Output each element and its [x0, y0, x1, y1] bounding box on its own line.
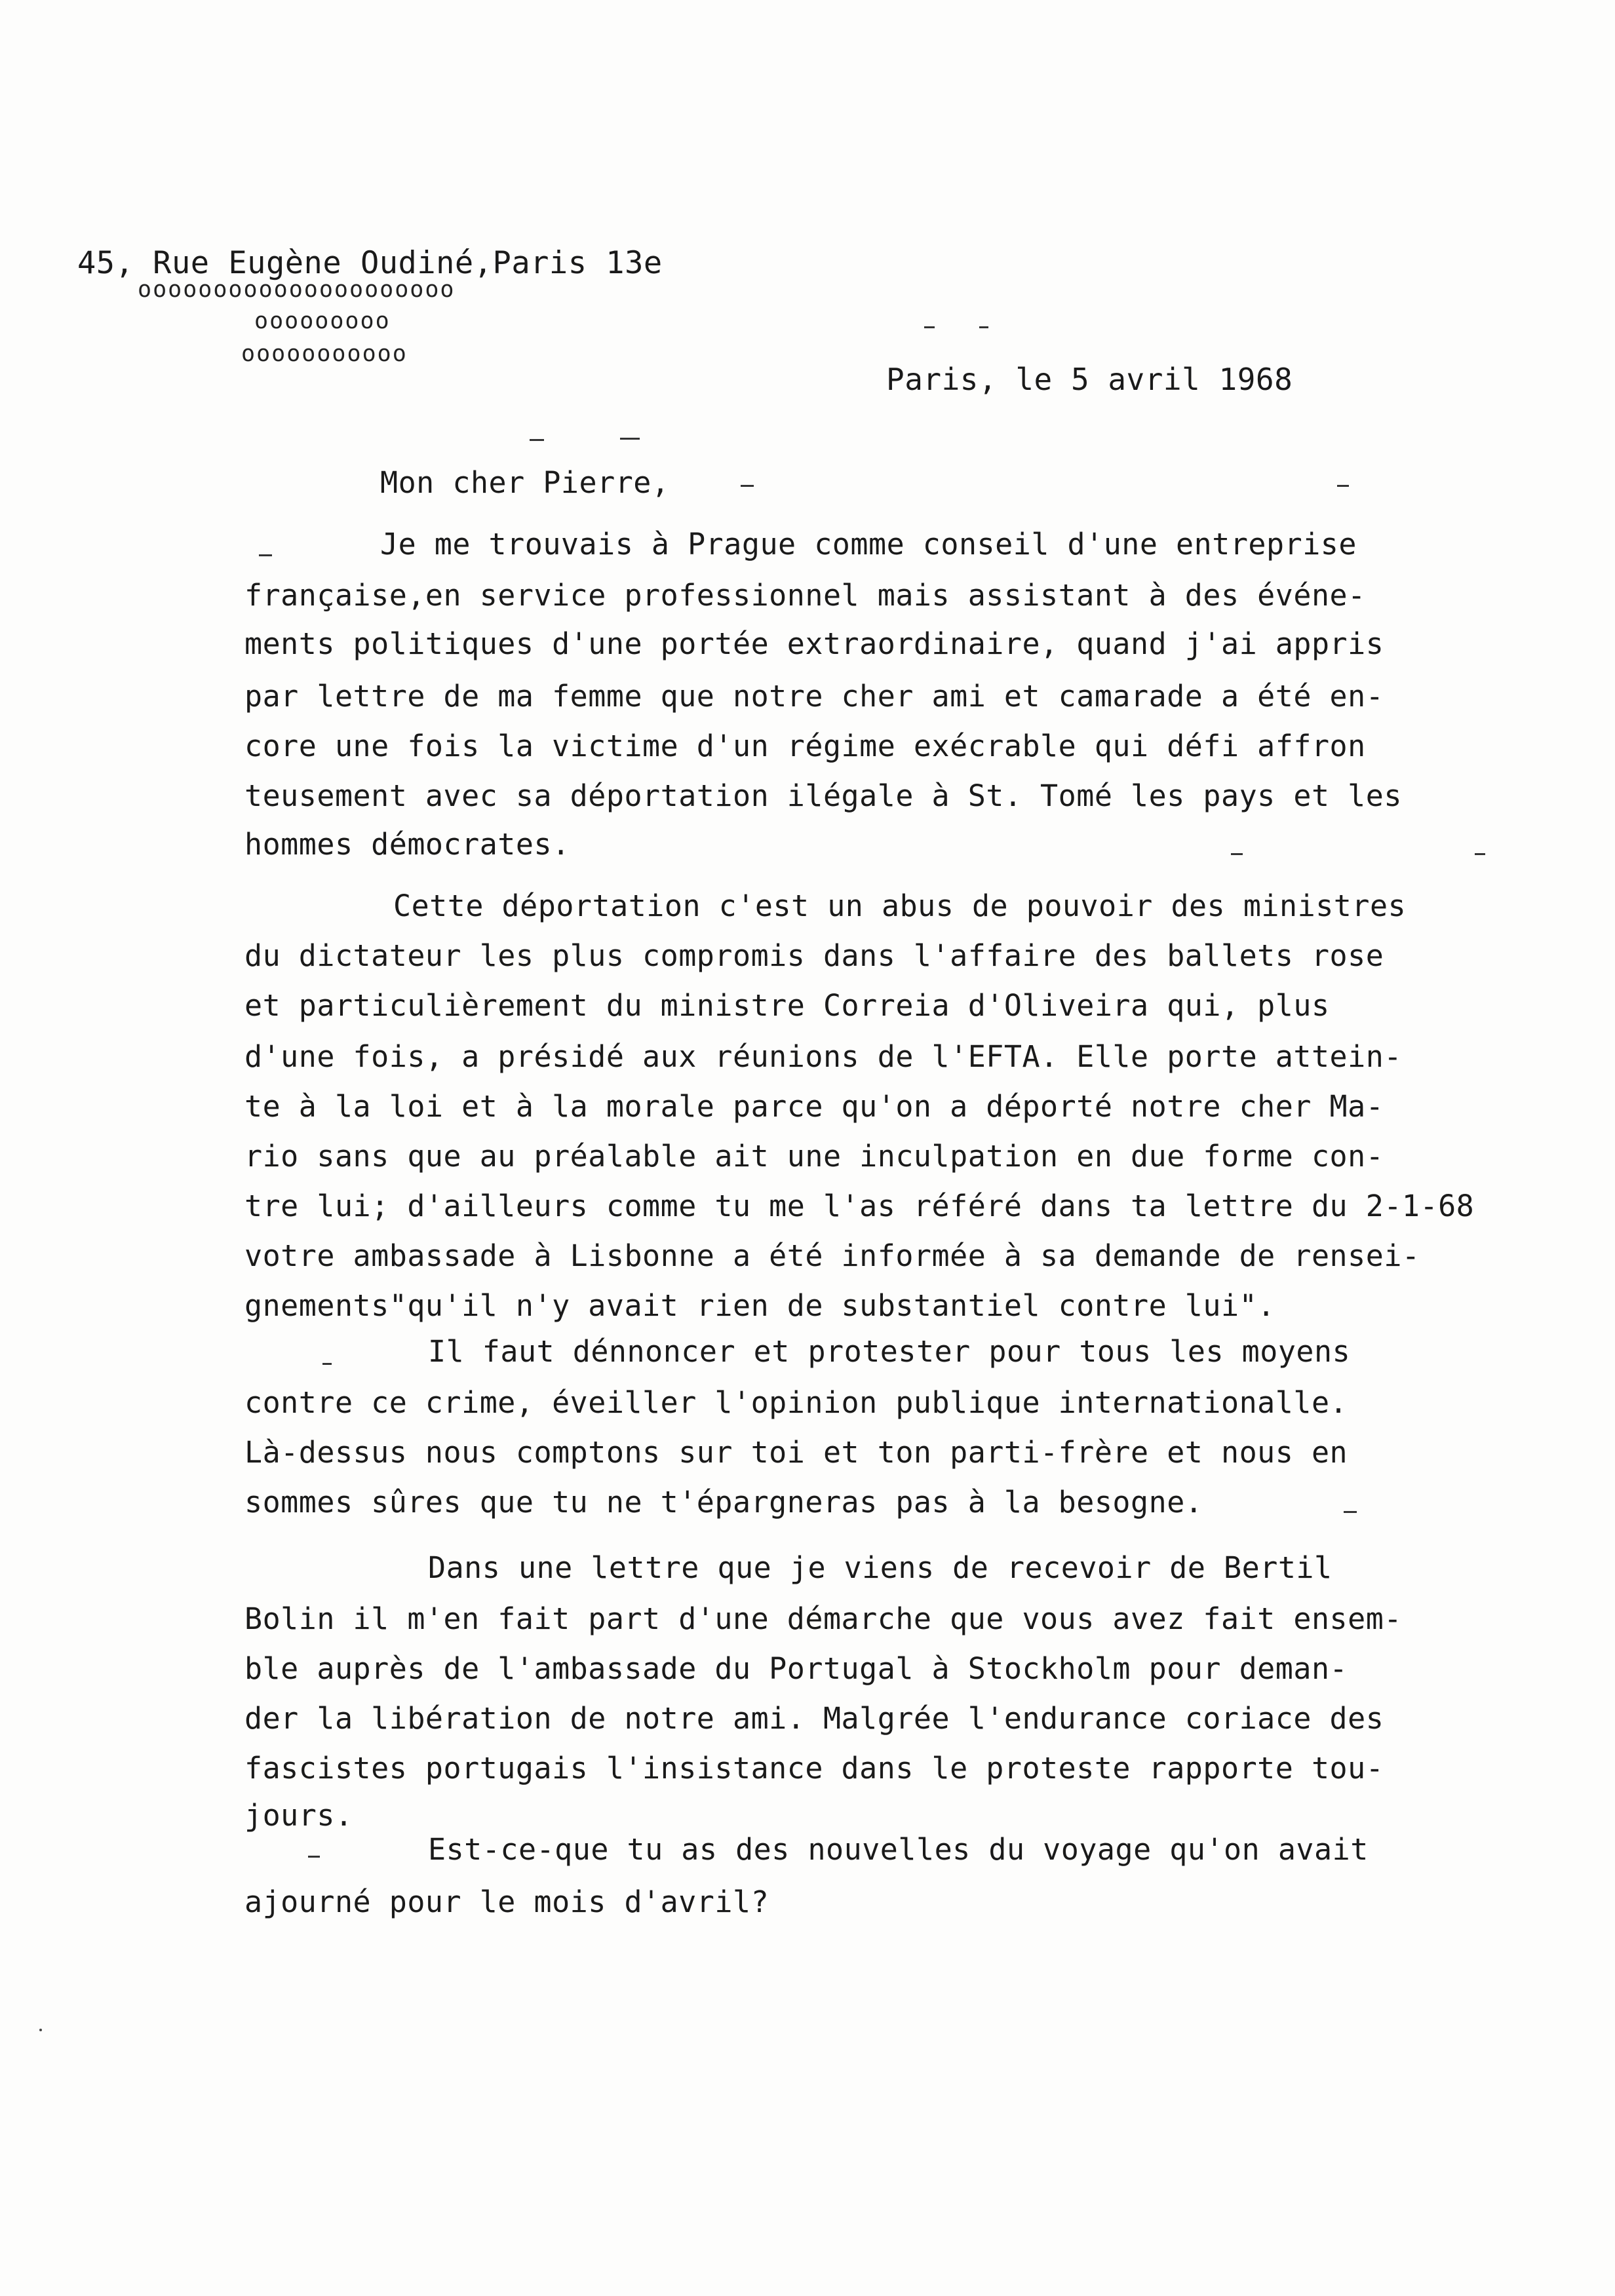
stray-mark	[924, 326, 935, 328]
stray-mark	[530, 439, 544, 441]
body-line-18: contre ce crime, éveiller l'opinion publique internationalle.	[244, 1385, 1348, 1420]
body-line-9: du dictateur les plus compromis dans l'affaire des ballets rose	[244, 938, 1384, 973]
stray-mark	[741, 485, 754, 487]
letter-date: Paris, le 5 avril 1968	[886, 362, 1293, 397]
body-line-27: Est-ce-que tu as des nouvelles du voyage qu'on avait	[428, 1832, 1369, 1867]
body-line-15: votre ambassade à Lisbonne a été informée à sa demande de rensei-	[244, 1238, 1420, 1273]
body-line-1: Je me trouvais à Prague comme conseil d'une entreprise	[380, 527, 1357, 562]
body-line-12: te à la loi et à la morale parce qu'on a déporté notre cher Ma-	[244, 1089, 1384, 1124]
body-line-19: Là-dessus nous comptons sur toi et ton parti-frère et nous en	[244, 1435, 1348, 1470]
body-line-24: der la libération de notre ami. Malgrée l'endurance coriace des	[244, 1701, 1384, 1736]
body-line-4: par lettre de ma femme que notre cher ami et camarade a été en-	[244, 679, 1384, 714]
body-line-20: sommes sûres que tu ne t'épargneras pas à la besogne.	[244, 1485, 1203, 1520]
body-line-17: Il faut dénnoncer et protester pour tous les moyens	[428, 1334, 1351, 1369]
stray-mark	[1344, 1511, 1357, 1513]
address-placeholder-line-2: ooooooooo	[254, 308, 391, 334]
stray-mark	[620, 438, 640, 440]
sender-address: 45, Rue Eugène Oudiné,Paris 13e	[77, 245, 663, 281]
body-line-6: teusement avec sa déportation ilégale à St. Tomé les pays et les	[244, 778, 1402, 813]
body-line-14: tre lui; d'ailleurs comme tu me l'as référé dans ta lettre du 2-1-68	[244, 1189, 1475, 1223]
stray-mark	[1337, 485, 1349, 487]
stray-mark	[979, 326, 988, 328]
body-line-5: core une fois la victime d'un régime exécrable qui défi affron	[244, 729, 1366, 763]
stray-mark	[322, 1363, 332, 1365]
body-line-3: ments politiques d'une portée extraordinaire, quand j'ai appris	[244, 626, 1384, 661]
body-line-23: ble auprès de l'ambassade du Portugal à Stockholm pour deman-	[244, 1651, 1348, 1686]
stray-mark	[1231, 853, 1243, 855]
body-line-21: Dans une lettre que je viens de recevoir de Bertil	[428, 1550, 1333, 1585]
body-line-7: hommes démocrates.	[244, 827, 570, 862]
address-placeholder-line-3: ooooooooooo	[241, 341, 408, 367]
body-line-8: Cette déportation c'est un abus de pouvoir des ministres	[393, 889, 1407, 923]
body-line-22: Bolin il m'en fait part d'une démarche que vous avez fait ensem-	[244, 1601, 1402, 1636]
body-line-28: ajourné pour le mois d'avril?	[244, 1885, 769, 1919]
body-line-11: d'une fois, a présidé aux réunions de l'EFTA. Elle porte attein-	[244, 1039, 1402, 1074]
body-line-13: rio sans que au préalable ait une inculpation en due forme con-	[244, 1139, 1384, 1174]
body-line-16: gnements"qu'il n'y avait rien de substantiel contre lui".	[244, 1288, 1275, 1323]
address-placeholder-line-1: ooooooooooooooooooooo	[138, 277, 456, 303]
salutation: Mon cher Pierre,	[380, 465, 670, 500]
stray-dot	[39, 2029, 42, 2031]
stray-mark	[308, 1856, 320, 1858]
stray-mark	[1475, 853, 1485, 855]
body-line-2: française,en service professionnel mais assistant à des événe-	[244, 578, 1366, 613]
stray-mark	[259, 554, 272, 556]
body-line-26: jours.	[244, 1798, 353, 1833]
body-line-25: fascistes portugais l'insistance dans le proteste rapporte tou-	[244, 1751, 1384, 1786]
body-line-10: et particulièrement du ministre Correia d'Oliveira qui, plus	[244, 988, 1330, 1023]
